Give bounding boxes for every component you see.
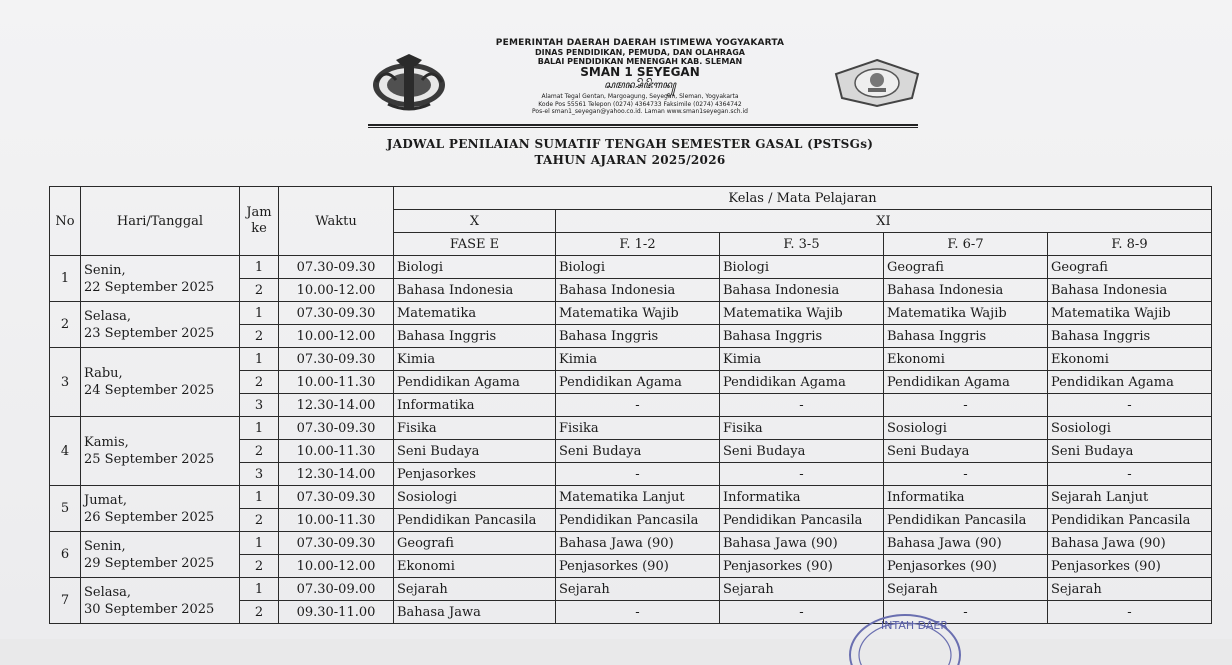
session-time: 09.30-11.00 xyxy=(279,601,394,624)
subject-f89: Bahasa Jawa (90) xyxy=(1048,532,1212,555)
subject-f12: Fisika xyxy=(556,417,720,440)
day-date: 25 September 2025 xyxy=(84,452,215,467)
session-time: 12.30-14.00 xyxy=(279,394,394,417)
subject-f35: Biologi xyxy=(720,256,884,279)
session-number: 1 xyxy=(240,578,279,601)
subject-f89: - xyxy=(1048,601,1212,624)
session-time: 07.30-09.00 xyxy=(279,578,394,601)
session-time: 10.00-11.30 xyxy=(279,440,394,463)
subject-f89: Seni Budaya xyxy=(1048,440,1212,463)
subject-f35: Bahasa Jawa (90) xyxy=(720,532,884,555)
header-f35: F. 3-5 xyxy=(720,233,884,256)
session-number: 1 xyxy=(240,302,279,325)
subject-f89: Bahasa Inggris xyxy=(1048,325,1212,348)
letterhead-divider xyxy=(368,124,918,126)
header-no: No xyxy=(50,187,81,256)
subject-x: Sejarah xyxy=(394,578,556,601)
schedule-table xyxy=(49,186,1212,624)
subject-x: Sosiologi xyxy=(394,486,556,509)
subject-f12: Bahasa Indonesia xyxy=(556,279,720,302)
subject-f67: Bahasa Indonesia xyxy=(884,279,1048,302)
header-kelas: Kelas / Mata Pelajaran xyxy=(394,187,1212,210)
session-number: 2 xyxy=(240,601,279,624)
school-logo xyxy=(832,58,922,108)
day-name: Selasa, xyxy=(84,584,132,600)
header-day: Hari/Tanggal xyxy=(81,187,240,256)
subject-x: Bahasa Indonesia xyxy=(394,279,556,302)
day-date: 23 September 2025 xyxy=(84,325,215,341)
subject-f67: Pendidikan Agama xyxy=(884,371,1048,394)
table-row xyxy=(50,486,1212,509)
day-date: 24 September 2025 xyxy=(84,383,215,398)
subject-f67: Ekonomi xyxy=(884,348,1048,371)
subject-x: Fisika xyxy=(394,417,556,440)
session-number: 1 xyxy=(240,486,279,509)
letterhead-phone: Kode Pos 55561 Telepon (0274) 4364733 Faksimile (0274) 4364742 xyxy=(538,100,742,108)
subject-f12: Penjasorkes (90) xyxy=(556,555,720,578)
subject-f12: Matematika Lanjut xyxy=(556,486,720,509)
day-name: Senin, xyxy=(84,262,126,278)
table-row xyxy=(50,256,1212,279)
subject-x: Ekonomi xyxy=(394,555,556,578)
session-number: 2 xyxy=(240,509,279,532)
day-number: 6 xyxy=(50,532,81,578)
subject-f89: Sejarah xyxy=(1048,578,1212,601)
day-date-cell xyxy=(81,348,240,417)
session-time: 10.00-11.30 xyxy=(279,371,394,394)
header-class-xi: XI xyxy=(556,210,1212,233)
subject-f35: Matematika Wajib xyxy=(720,302,884,325)
subject-x: Kimia xyxy=(394,348,556,371)
table-row xyxy=(50,348,1212,371)
subject-f67: - xyxy=(884,463,1048,486)
subject-f67: Matematika Wajib xyxy=(884,302,1048,325)
day-number: 2 xyxy=(50,302,81,348)
header-fase-e: FASE E xyxy=(394,233,556,256)
subject-x: Informatika xyxy=(394,394,556,417)
session-time: 10.00-11.30 xyxy=(279,509,394,532)
subject-x: Biologi xyxy=(394,256,556,279)
subject-f12: - xyxy=(556,394,720,417)
subject-f67: Sosiologi xyxy=(884,417,1048,440)
subject-f12: Sejarah xyxy=(556,578,720,601)
session-number: 2 xyxy=(240,555,279,578)
session-number: 1 xyxy=(240,417,279,440)
title-line-2: TAHUN AJARAN 2025/2026 xyxy=(534,153,726,167)
subject-f35: Fisika xyxy=(720,417,884,440)
subject-f35: Informatika xyxy=(720,486,884,509)
session-number: 1 xyxy=(240,348,279,371)
session-number: 3 xyxy=(240,394,279,417)
subject-f12: Kimia xyxy=(556,348,720,371)
subject-x: Geografi xyxy=(394,532,556,555)
subject-f89: - xyxy=(1048,463,1212,486)
subject-f35: - xyxy=(720,601,884,624)
session-time: 12.30-14.00 xyxy=(279,463,394,486)
table-row xyxy=(50,532,1212,555)
subject-f12: Seni Budaya xyxy=(556,440,720,463)
letterhead-school: SMAN 1 SEYEGAN xyxy=(580,65,700,79)
day-date-cell xyxy=(81,417,240,486)
subject-f89: Pendidikan Pancasila xyxy=(1048,509,1212,532)
session-time: 07.30-09.30 xyxy=(279,532,394,555)
session-time: 07.30-09.30 xyxy=(279,348,394,371)
subject-x: Seni Budaya xyxy=(394,440,556,463)
day-number: 7 xyxy=(50,578,81,624)
subject-f67: Penjasorkes (90) xyxy=(884,555,1048,578)
subject-x: Bahasa Jawa xyxy=(394,601,556,624)
header-f89: F. 8-9 xyxy=(1048,233,1212,256)
subject-f35: - xyxy=(720,394,884,417)
subject-f67: Bahasa Inggris xyxy=(884,325,1048,348)
letterhead-bureau: BALAI PENDIDIKAN MENENGAH KAB. SLEMAN xyxy=(537,57,743,66)
subject-f67: Geografi xyxy=(884,256,1048,279)
session-number: 1 xyxy=(240,256,279,279)
session-number: 1 xyxy=(240,532,279,555)
day-number: 5 xyxy=(50,486,81,532)
session-time: 10.00-12.00 xyxy=(279,279,394,302)
subject-f35: Pendidikan Agama xyxy=(720,371,884,394)
subject-f12: Pendidikan Pancasila xyxy=(556,509,720,532)
session-number: 3 xyxy=(240,463,279,486)
day-date-cell xyxy=(81,256,240,302)
subject-f67: Seni Budaya xyxy=(884,440,1048,463)
letterhead-javanese-script: ꦱꦩꦤ꧀ꦱꦼꦗꦼꦒꦤ꧀ xyxy=(604,80,676,91)
subject-x: Penjasorkes xyxy=(394,463,556,486)
day-date-cell xyxy=(81,532,240,578)
letterhead-address: Alamat Tegal Gentan, Margoagung, Seyegan, Sleman, Yogyakarta xyxy=(541,93,739,100)
subject-f89: Penjasorkes (90) xyxy=(1048,555,1212,578)
table-row xyxy=(50,302,1212,325)
title-line-1: JADWAL PENILAIAN SUMATIF TENGAH SEMESTER GASAL (PSTSGs) xyxy=(386,137,874,151)
day-date: 30 September 2025 xyxy=(84,601,215,617)
day-date: 22 September 2025 xyxy=(84,279,215,295)
subject-f12: Pendidikan Agama xyxy=(556,371,720,394)
session-time: 07.30-09.30 xyxy=(279,486,394,509)
subject-f12: - xyxy=(556,463,720,486)
day-number: 1 xyxy=(50,256,81,302)
official-stamp xyxy=(845,605,965,665)
session-time: 07.30-09.30 xyxy=(279,256,394,279)
letterhead-government: PEMERINTAH DAERAH DAERAH ISTIMEWA YOGYAKARTA xyxy=(495,38,785,48)
subject-x: Matematika xyxy=(394,302,556,325)
day-date-cell xyxy=(81,486,240,532)
session-time: 10.00-12.00 xyxy=(279,555,394,578)
session-number: 2 xyxy=(240,371,279,394)
subject-f12: Bahasa Jawa (90) xyxy=(556,532,720,555)
letterhead-office: DINAS PENDIDIKAN, PEMUDA, DAN OLAHRAGA xyxy=(534,48,745,57)
document-title xyxy=(300,136,960,168)
subject-f89: Bahasa Indonesia xyxy=(1048,279,1212,302)
header-jam: Jam ke xyxy=(240,187,279,256)
schedule-body xyxy=(50,256,1212,624)
stamp-text: INTAH DAER xyxy=(881,619,949,632)
subject-x: Pendidikan Pancasila xyxy=(394,509,556,532)
subject-f35: Penjasorkes (90) xyxy=(720,555,884,578)
table-row xyxy=(50,417,1212,440)
subject-f35: Bahasa Indonesia xyxy=(720,279,884,302)
subject-f67: - xyxy=(884,394,1048,417)
letterhead xyxy=(440,38,840,116)
subject-f12: Biologi xyxy=(556,256,720,279)
day-name: Jumat, xyxy=(84,492,128,508)
day-date: 29 September 2025 xyxy=(84,555,215,571)
subject-f12: Matematika Wajib xyxy=(556,302,720,325)
session-number: 2 xyxy=(240,279,279,302)
subject-f67: Sejarah xyxy=(884,578,1048,601)
subject-f89: Sejarah Lanjut xyxy=(1048,486,1212,509)
day-name: Senin, xyxy=(84,538,126,554)
day-name: Kamis, xyxy=(84,435,129,450)
subject-f35: - xyxy=(720,463,884,486)
subject-f89: Ekonomi xyxy=(1048,348,1212,371)
subject-f35: Pendidikan Pancasila xyxy=(720,509,884,532)
day-number: 3 xyxy=(50,348,81,417)
subject-x: Bahasa Inggris xyxy=(394,325,556,348)
day-date-cell xyxy=(81,578,240,624)
subject-f67: Informatika xyxy=(884,486,1048,509)
table-row xyxy=(50,578,1212,601)
subject-f67: Pendidikan Pancasila xyxy=(884,509,1048,532)
header-waktu: Waktu xyxy=(279,187,394,256)
session-number: 2 xyxy=(240,440,279,463)
subject-f89: Sosiologi xyxy=(1048,417,1212,440)
subject-f89: Geografi xyxy=(1048,256,1212,279)
subject-f67: - xyxy=(884,601,1048,624)
subject-f67: Bahasa Jawa (90) xyxy=(884,532,1048,555)
subject-f89: - xyxy=(1048,394,1212,417)
subject-f35: Bahasa Inggris xyxy=(720,325,884,348)
session-time: 07.30-09.30 xyxy=(279,302,394,325)
subject-f89: Matematika Wajib xyxy=(1048,302,1212,325)
header-class-x: X xyxy=(394,210,556,233)
day-date-cell xyxy=(81,302,240,348)
header-f12: F. 1-2 xyxy=(556,233,720,256)
subject-f35: Seni Budaya xyxy=(720,440,884,463)
day-name: Rabu, xyxy=(84,366,123,381)
subject-f12: Bahasa Inggris xyxy=(556,325,720,348)
session-time: 07.30-09.30 xyxy=(279,417,394,440)
day-number: 4 xyxy=(50,417,81,486)
subject-f35: Kimia xyxy=(720,348,884,371)
session-time: 10.00-12.00 xyxy=(279,325,394,348)
subject-f35: Sejarah xyxy=(720,578,884,601)
session-number: 2 xyxy=(240,325,279,348)
day-name: Selasa, xyxy=(84,308,132,324)
subject-f89: Pendidikan Agama xyxy=(1048,371,1212,394)
header-f67: F. 6-7 xyxy=(884,233,1048,256)
letterhead-divider-thin xyxy=(368,127,918,128)
subject-x: Pendidikan Agama xyxy=(394,371,556,394)
subject-f12: - xyxy=(556,601,720,624)
day-date: 26 September 2025 xyxy=(84,509,215,525)
letterhead-email: Pos-el sman1_seyegan@yahoo.co.id. Laman www.sman1seyegan.sch.id xyxy=(532,108,748,115)
